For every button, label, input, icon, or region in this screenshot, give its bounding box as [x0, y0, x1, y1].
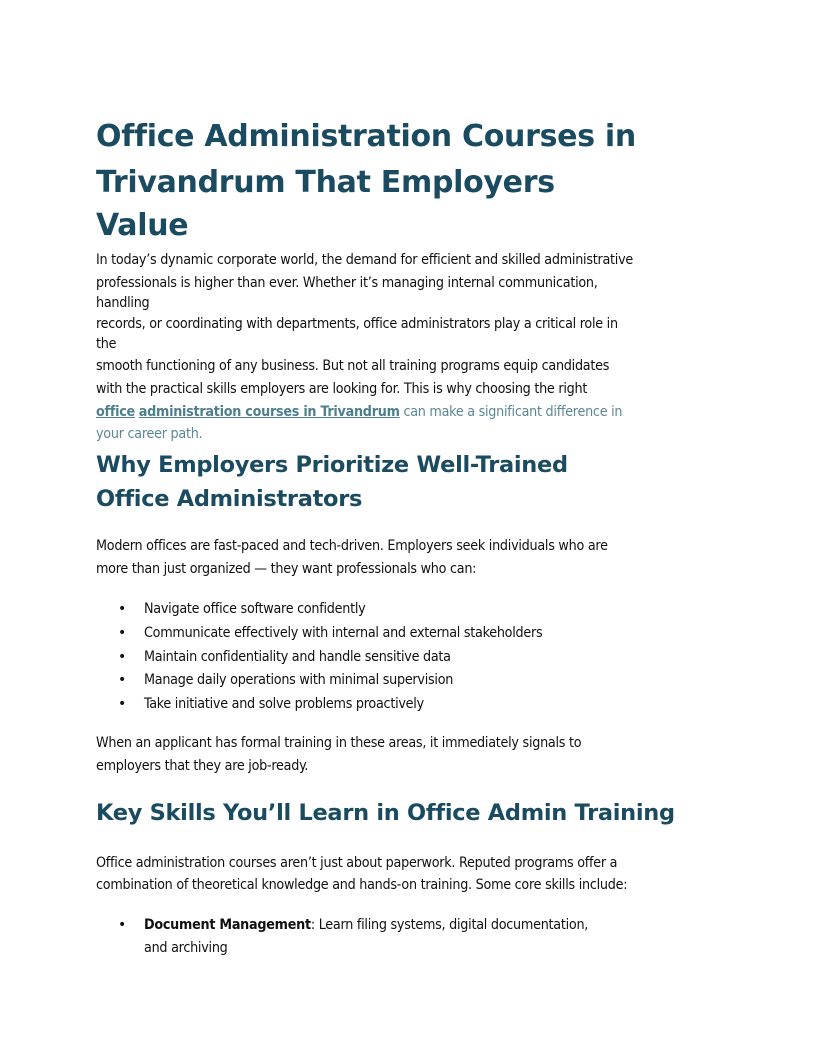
section-heading: Key Skills You’ll Learn in Office Admin Training: [96, 800, 675, 826]
paragraph-line: combination of theoretical knowledge and hands-on training. Some core skills include:: [96, 877, 628, 893]
intro-line: with the practical skills employers are looking for. This is why choosing the right: [96, 381, 588, 397]
list-item: Communicate effectively with internal and external stakeholders: [144, 625, 543, 641]
intro-line: smooth functioning of any business. But not all training programs equip candidates: [96, 358, 610, 374]
title-line: Trivandrum That Employers: [96, 165, 555, 200]
intro-text: can make a significant difference in: [399, 404, 623, 420]
paragraph-line: more than just organized — they want professionals who can:: [96, 561, 477, 577]
list-item: Manage daily operations with minimal supervision: [144, 672, 454, 688]
bullet-icon: •: [118, 917, 127, 933]
paragraph-line: employers that they are job-ready.: [96, 758, 309, 774]
office-link[interactable]: office: [96, 404, 135, 420]
bullet-icon: •: [118, 672, 127, 688]
intro-line: records, or coordinating with departments, office administrators play a critical role in: [96, 316, 618, 332]
intro-line: handling: [96, 295, 150, 311]
courses-link[interactable]: administration courses in Trivandrum: [138, 404, 400, 420]
list-item-continuation: and archiving: [144, 940, 228, 956]
title-line: Office Administration Courses in: [96, 119, 636, 154]
paragraph-line: When an applicant has formal training in these areas, it immediately signals to: [96, 735, 582, 751]
intro-line: professionals is higher than ever. Whether it’s managing internal communication,: [96, 275, 598, 291]
section-heading: Why Employers Prioritize Well-Trained: [96, 452, 568, 478]
list-item: [144, 915, 588, 935]
bullet-icon: •: [118, 601, 127, 617]
paragraph-line: Modern offices are fast-paced and tech-driven. Employers seek individuals who are: [96, 538, 608, 554]
list-item: Maintain confidentiality and handle sensitive data: [144, 649, 451, 665]
intro-line: In today’s dynamic corporate world, the demand for efficient and skilled administrative: [96, 252, 634, 268]
section-heading: Office Administrators: [96, 486, 363, 512]
skill-name: Document Management: [144, 917, 311, 933]
paragraph-line: Office administration courses aren’t just about paperwork. Reputed programs offer a: [96, 855, 618, 871]
skill-desc: : Learn filing systems, digital documentation,: [310, 917, 589, 933]
list-item: Navigate office software confidently: [144, 601, 366, 617]
title-line: Value: [96, 208, 189, 243]
bullet-icon: •: [118, 625, 127, 641]
intro-line: the: [96, 336, 117, 352]
intro-line: your career path.: [96, 426, 203, 442]
bullet-icon: •: [118, 696, 127, 712]
bullet-icon: •: [118, 649, 127, 665]
list-item: Take initiative and solve problems proactively: [144, 696, 424, 712]
intro-link-line: [96, 402, 622, 422]
